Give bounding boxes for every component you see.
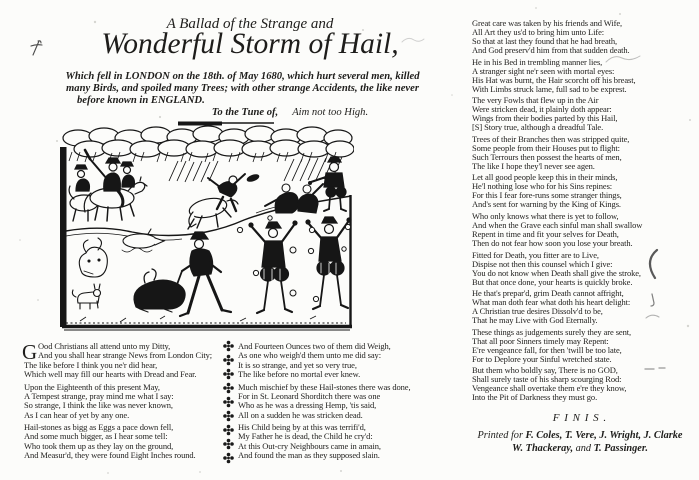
poem-line: Let all good people keep this in their minds, <box>472 172 618 183</box>
poem-line: That he may Live with God Eternally. <box>472 315 598 326</box>
poem-line: And Measur'd, they were found Eight Inches round. <box>24 450 196 461</box>
stanza <box>472 96 688 132</box>
poem-line: For to Deplore your Sinful wretched state. <box>472 353 612 364</box>
stanza <box>472 173 688 209</box>
poem-line: The very Fowls that flew up in the Air <box>472 95 599 106</box>
stanza <box>472 58 688 94</box>
subtitle-line-1 <box>35 71 450 83</box>
poem-line: The like before no mortal ever knew. <box>238 369 361 380</box>
stanza-group-3 <box>472 19 688 402</box>
poem-line: And found the man as they supposed slain. <box>238 450 380 461</box>
drop-cap: G <box>22 340 38 364</box>
poem-line: For this I fear fore-runs some stranger things, <box>472 190 622 201</box>
poem-line: Great care was taken by his friends and Wife, <box>472 18 623 28</box>
poem-line: Such Terrours then possest the hearts of men, <box>472 151 622 162</box>
poem-line: Shall surely taste of his sharp scourging Rod: <box>472 374 622 385</box>
poem-line: As I can hear of yet by any one. <box>24 409 130 420</box>
poem-line: And's sent for warning by the King of Kings. <box>472 199 621 210</box>
poem-line: He in his Bed in trembling manner lies, <box>472 56 603 67</box>
hail-storm-woodcut <box>60 121 354 333</box>
crouching-figures <box>265 184 323 213</box>
poem-line: But them who boldly say, There is no GOD, <box>472 365 618 376</box>
ornament-divider-icon <box>222 340 235 472</box>
poem-line: Into the Pit of Darkness they must go. <box>472 392 598 403</box>
poem-line: And Fourteen Ounces two of them did Weigh, <box>238 341 391 351</box>
ballad-title: Wonderful Storm of Hail, <box>101 28 399 60</box>
stanza <box>472 19 688 55</box>
stanza <box>472 366 688 402</box>
poem-line: These things as judgements surely they are sent, <box>472 326 632 337</box>
poem-line: But that once done, your hearts is quickly broke. <box>472 276 633 287</box>
stanza-group-2 <box>238 342 438 461</box>
subtitle-line-2: many Birds, and spoiled many Trees; with other strange Accidents, the like never <box>66 83 419 94</box>
poem-line: For in St. Leonard Shorditch there was one <box>238 390 381 401</box>
poem-line: Trees of their Branches then was stripped quite, <box>472 133 630 144</box>
poem-line: What man doth fear what doth his heart delight: <box>472 297 631 308</box>
imprint <box>454 429 699 455</box>
stanza <box>24 383 222 420</box>
poem-line: My Father he is dead, the Child he cry'd: <box>238 431 373 442</box>
poem-line: His Hat was burnt, the Hair scorcht off his breast, <box>472 74 636 85</box>
poem-line: You do not know when Death shall give the stroke, <box>472 267 641 278</box>
imprint-name: T. Passinger. <box>593 443 648 455</box>
stanza <box>472 328 688 364</box>
poem-line: At this Out-cry Neighbours came in amain, <box>238 440 381 451</box>
poem-line: A Christian true desires Dissolv'd to be, <box>472 306 603 317</box>
poem-line: Which well may fill our hearts with Dread and Fear. <box>24 369 197 380</box>
imprint-name: W. Thackeray, <box>512 443 574 455</box>
poem-line: A Tempest strange, pray mind me what I say: <box>24 390 174 401</box>
stanza <box>238 342 438 379</box>
poem-line: Ood Christians all attend unto my Ditty, <box>38 341 171 351</box>
subtitle-line-3 <box>77 95 492 107</box>
poem-line: That all poor Sinners timely may Repent: <box>472 335 609 346</box>
subtitle-text: 1680, which hurt several men, killed <box>258 71 420 82</box>
poem-line: Dispise not then this counsel which I give: <box>472 258 613 269</box>
stanza <box>238 383 438 420</box>
imprint-line-2 <box>454 442 699 455</box>
poem-line: Upon the Eighteenth of this present May, <box>24 381 160 392</box>
subtitle-may: May <box>238 71 259 82</box>
tune-line <box>80 107 500 118</box>
subtitle-text: before known in <box>77 95 151 106</box>
stanza <box>472 212 688 248</box>
stanza <box>24 342 222 379</box>
ballad-overline: A Ballad of the Strange and <box>166 16 334 32</box>
horsemen-group <box>69 150 147 221</box>
stanza <box>472 289 688 325</box>
poem-line: Then do not fear how soon you lose your breath. <box>472 237 633 248</box>
poem-line: And you shall hear strange News from London City; <box>38 350 213 361</box>
subtitle-england: ENGLAND. <box>150 95 205 106</box>
men-pelted-by-hail <box>249 217 351 313</box>
imprint-prefix: Printed for <box>477 430 526 442</box>
poem-line: He that's prepar'd, grim Death cannot affright, <box>472 288 624 299</box>
ballad-column-3 <box>472 19 688 455</box>
finis: F I N I S . <box>552 412 608 425</box>
stanza <box>238 423 438 460</box>
poem-line: And some much bigger, as I hear some tell: <box>24 431 168 442</box>
poem-line: The like before I think you ne'r did hear, <box>24 359 158 370</box>
imprint-and: and <box>573 443 594 455</box>
poem-line: Vengeance shall overtake them e're they know, <box>472 383 627 394</box>
poem-line: Were stricken dead, it plainly doth appear: <box>472 104 612 115</box>
stanza <box>472 251 688 287</box>
poem-line: So that at last they found that he had breath, <box>472 36 618 46</box>
poem-line: And God preserv'd him from that sudden death. <box>472 45 630 55</box>
cattle-and-animals <box>72 229 185 312</box>
imprint-line-1 <box>454 429 699 442</box>
stanza <box>472 135 688 171</box>
poem-line: His Child being by at this was terrifi'd, <box>238 422 366 433</box>
ballad-column-2 <box>238 342 438 464</box>
falling-rider <box>188 174 260 229</box>
poem-line: E're vengeance fall, for then 'twill be too late, <box>472 344 622 355</box>
tune-name: Aim not too High. <box>292 107 369 118</box>
stanza-group-1 <box>24 342 222 461</box>
poem-line: [S] Story true, although a dreadful Tale. <box>472 122 604 133</box>
poem-line: Who took them up as they lay on the ground, <box>24 440 174 451</box>
tune-label: To the Tune of, <box>211 107 279 118</box>
poem-line: Some people from their Houses put to flight: <box>472 142 620 153</box>
poem-line: With Limbs struck lame, full sad to be exprest. <box>472 83 627 94</box>
storm-clouds-icon <box>63 126 354 182</box>
subtitle-text: on the 18th. of <box>169 71 239 82</box>
poem-line: Much mischief by these Hail-stones there was done, <box>238 381 411 392</box>
imprint-names: F. Coles, T. Vere, J. Wright, J. Clarke <box>525 430 683 442</box>
poem-line: It is so strange, and yet so very true, <box>238 359 357 370</box>
poem-line: Fitted for Death, you fitter are to Live, <box>472 249 599 260</box>
poem-line: And when the Grave each sinful man shall swallow <box>472 219 643 230</box>
poem-line: As one who weigh'd them unto me did say: <box>238 350 381 361</box>
poem-line: So strange, I think the like was never known, <box>24 400 173 411</box>
poem-line: Wings from their bodies parted by this Hail, <box>472 113 618 124</box>
poem-line: The like I hope they'l never see agen. <box>472 160 595 171</box>
stanza <box>24 423 222 460</box>
poem-line: He'l nothing lose who for his Sins repines: <box>472 181 613 192</box>
ballad-column-1 <box>24 342 222 464</box>
poem-line: Who as he was a dressing Hemp, 'tis said, <box>238 400 377 411</box>
poem-line: Hail-stones as bigg as Eggs a pace down fell, <box>24 422 174 433</box>
poem-line: A stranger sight ne'r seen with mortal eyes: <box>472 65 615 76</box>
subtitle-text: Which fell in <box>65 71 126 82</box>
poem-line: All on a sudden he was stricken dead. <box>238 409 363 420</box>
subtitle-london: LONDON <box>125 71 170 82</box>
poem-line: All Art they us'd to bring him unto Life: <box>472 27 605 37</box>
poem-line: Who only knows what there is yet to follow, <box>472 210 619 221</box>
poem-line: Repent in time and fit your selves for Death, <box>472 228 619 239</box>
